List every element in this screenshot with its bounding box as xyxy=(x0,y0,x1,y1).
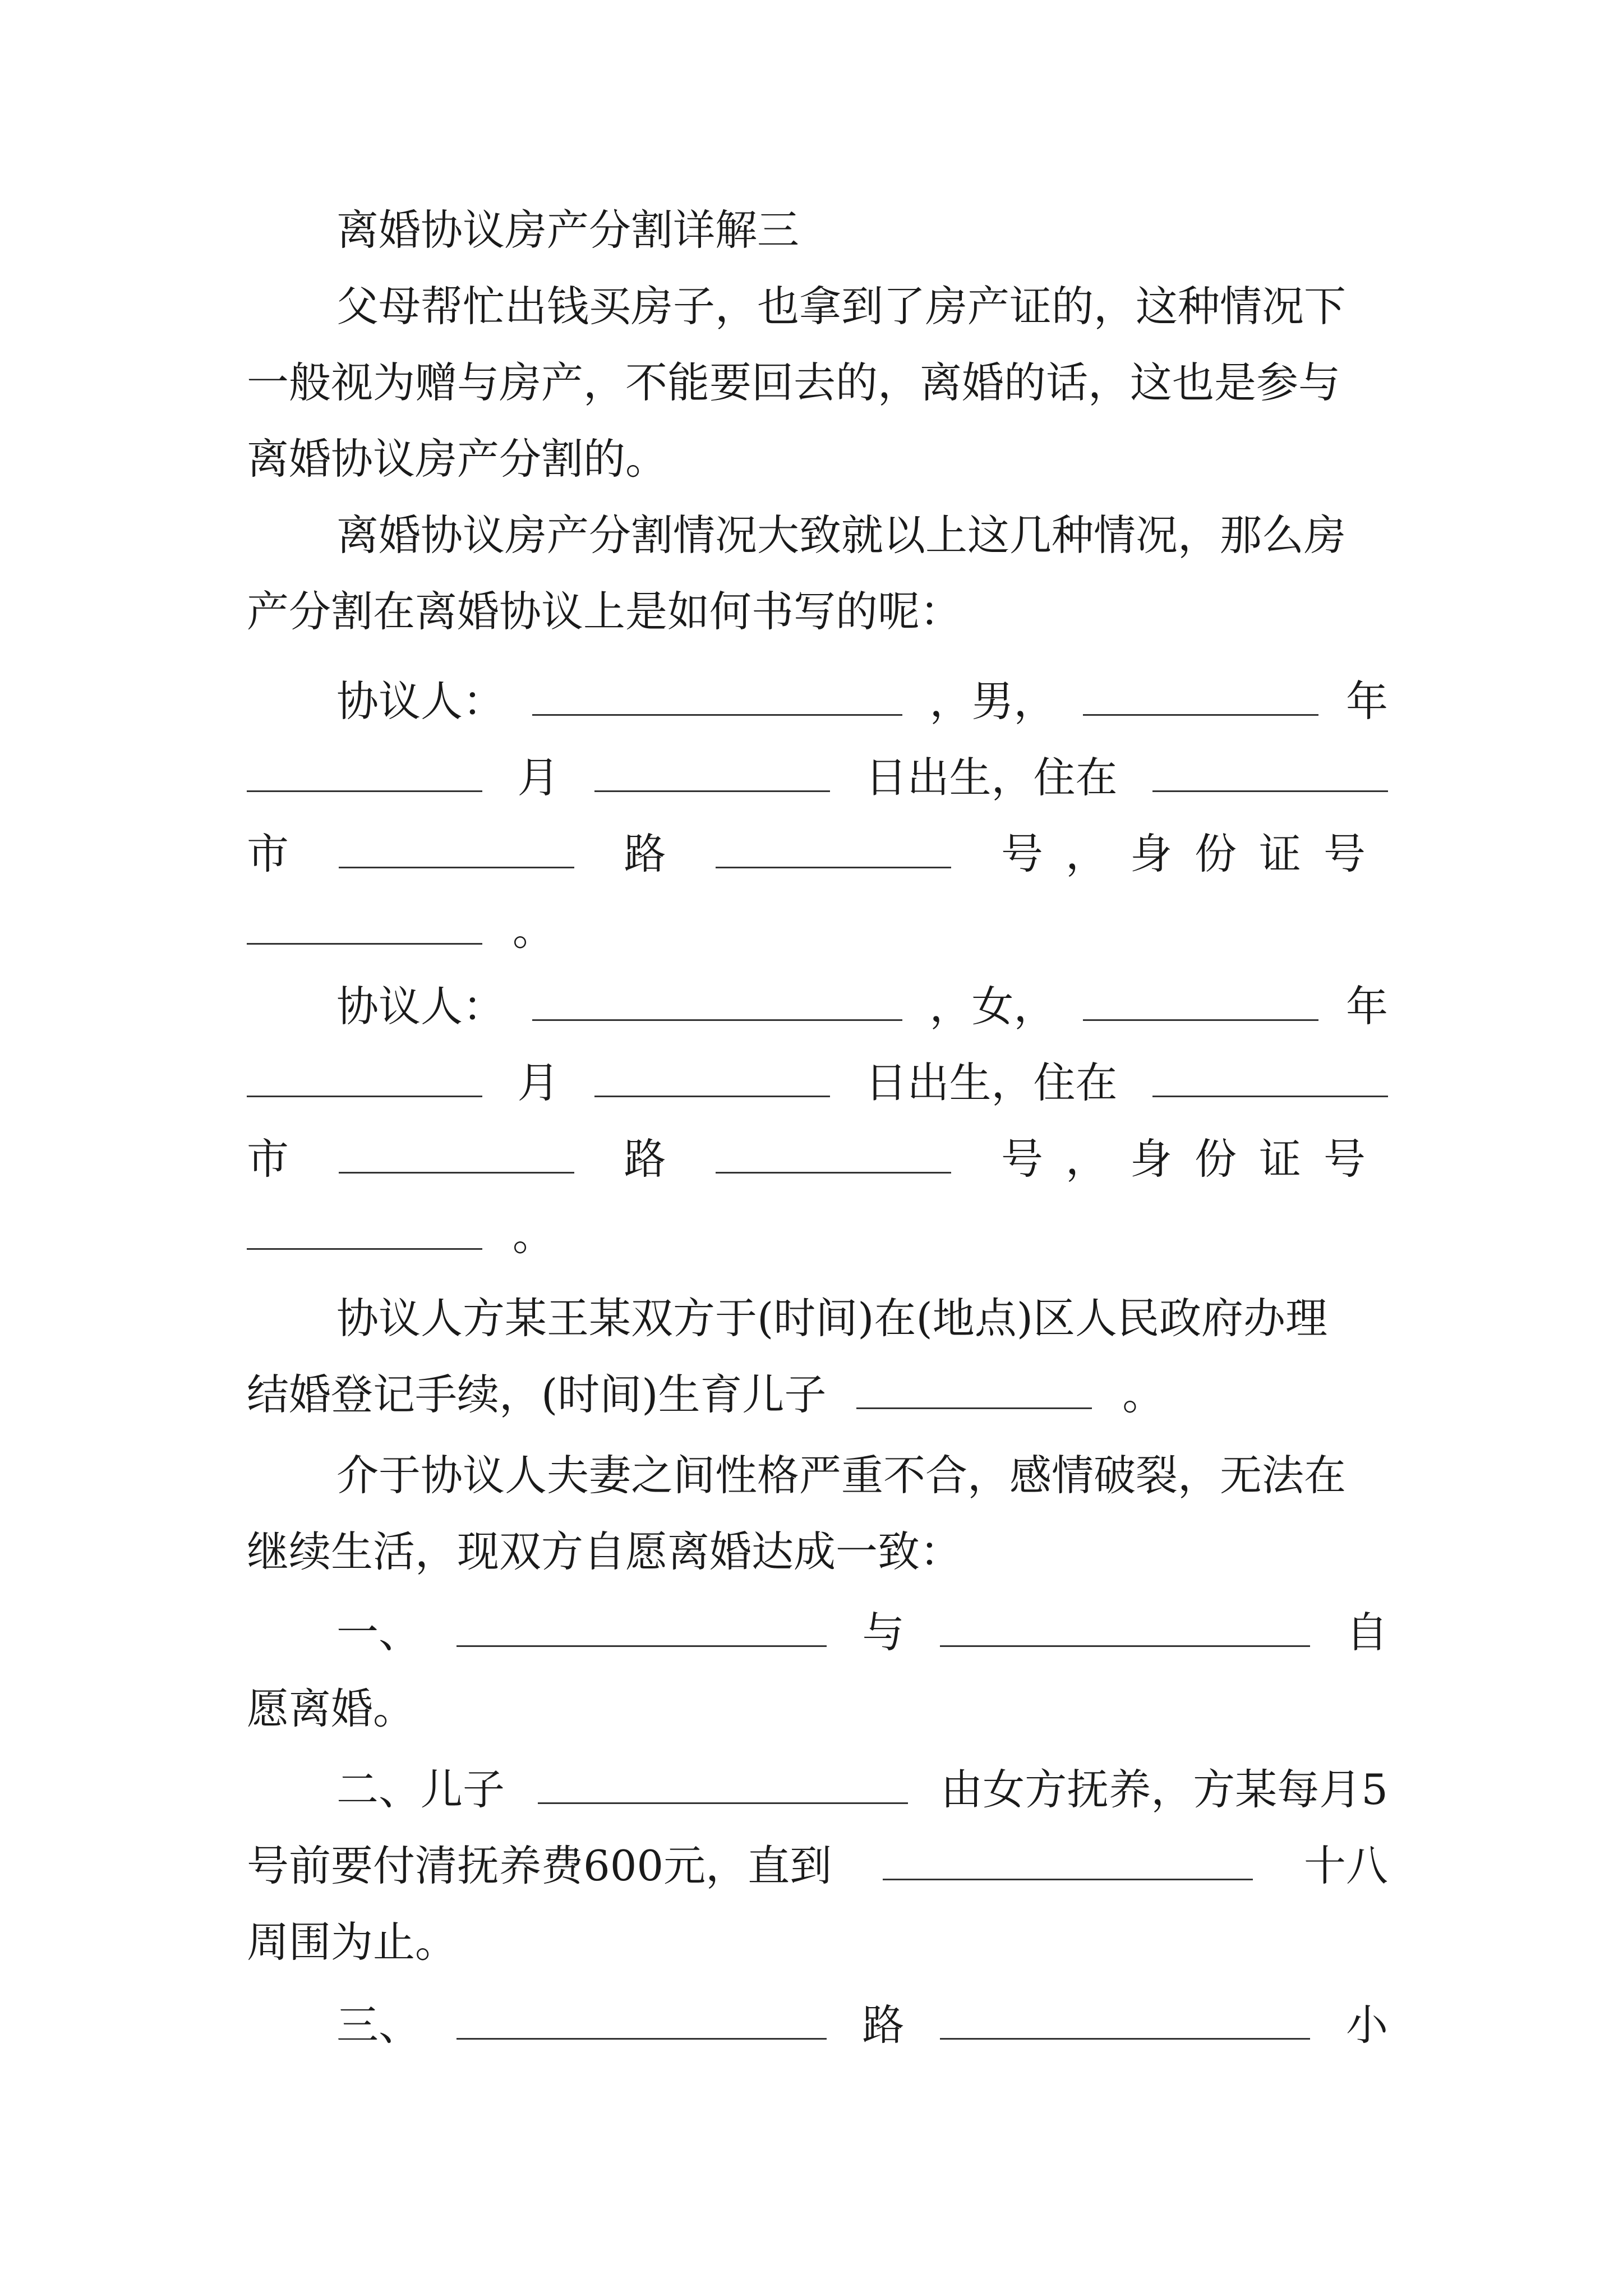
road-label: 路 xyxy=(624,829,666,878)
year-label: 年 xyxy=(1345,982,1388,1031)
paragraph-5-line-1: 协议人方某王某双方于(时间)在(地点)区人民政府办理 xyxy=(336,1294,1328,1343)
item-2-line-1 xyxy=(336,1761,1388,1818)
paragraph-6-line-1: 介于协议人夫妻之间性格严重不合，感情破裂，无法在 xyxy=(336,1451,1347,1500)
party-a-blank[interactable] xyxy=(457,1606,827,1647)
party-2-line-1 xyxy=(336,978,1388,1034)
year-blank[interactable] xyxy=(1083,980,1318,1021)
road-blank[interactable] xyxy=(339,1133,574,1174)
party-label: 协议人： xyxy=(336,982,505,1031)
city-blank[interactable] xyxy=(1152,751,1388,792)
item-2-text-3: 十八 xyxy=(1303,1841,1388,1890)
gender-female: ，女， xyxy=(929,982,1056,1031)
item-1-line-2: 愿离婚。 xyxy=(247,1684,416,1733)
paragraph-5-line-2 xyxy=(247,1366,1388,1423)
item-1-line-1 xyxy=(336,1604,1388,1660)
year-blank[interactable] xyxy=(1083,675,1318,716)
item-2-line-2 xyxy=(247,1838,1388,1894)
party-2-line-4 xyxy=(247,1207,1388,1263)
road-blank[interactable] xyxy=(339,827,574,868)
item-3-line-1 xyxy=(336,1997,1388,2053)
party-1-line-2 xyxy=(247,749,1388,806)
party-label: 协议人： xyxy=(336,677,505,726)
party-1-line-4 xyxy=(247,902,1388,958)
son-name-blank[interactable] xyxy=(883,1839,1253,1880)
item-2-text: 由女方抚养，方某每月5 xyxy=(940,1765,1388,1814)
item-1-prefix: 一、 xyxy=(336,1608,421,1657)
party-2-line-3 xyxy=(247,1131,1388,1187)
paragraph-1-line-2: 一般视为赠与房产，不能要回去的，离婚的话，这也是参与 xyxy=(247,358,1341,407)
name-blank[interactable] xyxy=(532,980,902,1021)
paragraph-1-line-1: 父母帮忙出钱买房子，也拿到了房产证的，这种情况下 xyxy=(336,282,1347,331)
month-label: 月 xyxy=(517,1058,560,1107)
month-blank[interactable] xyxy=(247,751,482,792)
month-label: 月 xyxy=(517,753,560,802)
month-blank[interactable] xyxy=(247,1056,482,1097)
period: 。 xyxy=(512,1211,555,1260)
item-3-prefix: 三、 xyxy=(336,2000,421,2050)
paragraph-5-text: 结婚登记手续，(时间)生育儿子 xyxy=(247,1370,827,1419)
paragraph-2-line-1: 离婚协议房产分割情况大致就以上这几种情况，那么房 xyxy=(336,510,1347,560)
property-location-blank[interactable] xyxy=(457,1999,827,2040)
item-3-suffix: 小 xyxy=(1345,2000,1388,2050)
son-name-blank[interactable] xyxy=(856,1368,1092,1409)
city-label: 市 xyxy=(247,1134,289,1184)
name-blank[interactable] xyxy=(532,675,902,716)
id-number-blank[interactable] xyxy=(247,1209,482,1250)
born-live-label: 日出生，住在 xyxy=(865,1058,1118,1107)
paragraph-2-line-2: 产分割在离婚协议上是如何书写的呢： xyxy=(247,587,962,636)
city-label: 市 xyxy=(247,829,289,878)
id-number-blank[interactable] xyxy=(247,904,482,945)
property-detail-blank[interactable] xyxy=(940,1999,1310,2040)
item-2-text-2: 号前要付清抚养费600元，直到 xyxy=(247,1841,832,1890)
item-1-suffix: 自 xyxy=(1345,1608,1388,1657)
year-label: 年 xyxy=(1345,677,1388,726)
party-1-line-3 xyxy=(247,826,1388,882)
party-b-blank[interactable] xyxy=(940,1606,1310,1647)
gender-male: ，男， xyxy=(929,677,1056,726)
city-blank[interactable] xyxy=(1152,1056,1388,1097)
day-blank[interactable] xyxy=(594,1056,830,1097)
house-number-blank[interactable] xyxy=(716,1133,951,1174)
born-live-label: 日出生，住在 xyxy=(865,753,1118,802)
paragraph-6-line-2: 继续生活，现双方自愿离婚达成一致： xyxy=(247,1527,962,1576)
period: 。 xyxy=(1122,1370,1165,1419)
document-title: 离婚协议房产分割详解三 xyxy=(336,205,800,255)
item-2-line-3: 周围为止。 xyxy=(247,1917,458,1967)
item-2-prefix: 二、儿子 xyxy=(336,1765,505,1814)
item-1-mid: 与 xyxy=(862,1608,905,1657)
party-1-line-1 xyxy=(336,673,1388,729)
day-blank[interactable] xyxy=(594,751,830,792)
road-label: 路 xyxy=(624,1134,666,1184)
period: 。 xyxy=(512,905,555,955)
paragraph-1-line-3: 离婚协议房产分割的。 xyxy=(247,434,668,484)
house-number-blank[interactable] xyxy=(716,827,951,868)
item-3-mid: 路 xyxy=(862,2000,905,2050)
number-id-label: 号，身份证号 xyxy=(1000,829,1388,878)
party-2-line-2 xyxy=(247,1055,1388,1111)
number-id-label: 号，身份证号 xyxy=(1000,1134,1388,1184)
son-name-blank[interactable] xyxy=(538,1763,908,1804)
